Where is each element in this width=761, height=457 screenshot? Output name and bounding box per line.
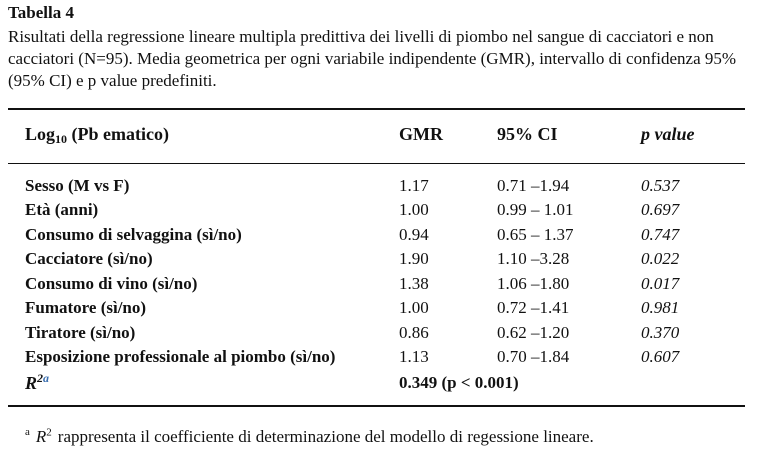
cell-gmr: 1.00 xyxy=(399,200,429,219)
table-row xyxy=(0,298,761,322)
table-footnote xyxy=(25,426,594,447)
footnote-symbol-letter: R xyxy=(35,427,47,446)
cell-ci: 0.72 –1.41 xyxy=(497,298,570,317)
top-rule xyxy=(8,108,745,110)
table-row xyxy=(0,347,761,371)
cell-ci: 0.71 –1.94 xyxy=(497,176,570,195)
footnote-text: rappresenta il coefficiente di determinazione del modello di regessione lineare. xyxy=(57,427,594,446)
r-squared-value: 0.349 (p < 0.001) xyxy=(399,373,519,392)
table-row xyxy=(0,323,761,347)
cell-p-value: 0.022 xyxy=(641,249,680,268)
cell-p-value: 0.981 xyxy=(641,298,680,317)
header-ci: 95% CI xyxy=(497,124,558,144)
cell-p-value: 0.370 xyxy=(641,323,680,342)
table-row xyxy=(0,176,761,200)
cell-gmr: 1.90 xyxy=(399,249,429,268)
cell-p-value: 0.537 xyxy=(641,176,680,195)
cell-ci: 0.99 – 1.01 xyxy=(497,200,574,219)
r-squared-exponent: 2 xyxy=(37,371,44,385)
cell-variable: Età (anni) xyxy=(25,200,99,219)
table-caption: Risultati della regressione lineare multipla predittiva dei livelli di piombo nel sangue di cacciatori e non cacciatori (N=95). Media geometrica per ogni variabile indipendente (GMR), intervallo di confidenza 95% (95% CI) e p value predefiniti. xyxy=(8,27,737,90)
header-variable-suffix: (Pb ematico) xyxy=(67,124,169,144)
bottom-rule xyxy=(8,405,745,407)
footnote-symbol-exponent: 2 xyxy=(46,426,52,439)
cell-variable: Cacciatore (sì/no) xyxy=(25,249,153,268)
table-row xyxy=(0,200,761,224)
header-variable-prefix: Log xyxy=(25,124,56,144)
cell-variable: Esposizione professionale al piombo (sì/no) xyxy=(25,347,336,366)
cell-variable: Consumo di selvaggina (sì/no) xyxy=(25,225,242,244)
footnote-marker: a xyxy=(43,371,50,385)
cell-gmr: 0.94 xyxy=(399,225,429,244)
footnote-mark: a xyxy=(25,426,30,438)
r-squared-label xyxy=(25,371,49,394)
cell-gmr: 1.13 xyxy=(399,347,429,366)
cell-ci: 0.62 –1.20 xyxy=(497,323,570,342)
cell-gmr: 1.38 xyxy=(399,274,429,293)
cell-ci: 0.65 – 1.37 xyxy=(497,225,574,244)
cell-p-value: 0.607 xyxy=(641,347,680,366)
table-row xyxy=(0,274,761,298)
cell-gmr: 0.86 xyxy=(399,323,429,342)
cell-variable: Sesso (M vs F) xyxy=(25,176,130,195)
cell-ci: 1.10 –3.28 xyxy=(497,249,570,268)
cell-p-value: 0.697 xyxy=(641,200,680,219)
table-title: Tabella 4 xyxy=(8,3,74,22)
cell-gmr: 1.17 xyxy=(399,176,429,195)
cell-variable: Consumo di vino (sì/no) xyxy=(25,274,198,293)
table-row xyxy=(0,225,761,249)
cell-gmr: 1.00 xyxy=(399,298,429,317)
footnote-symbol xyxy=(36,427,52,446)
cell-variable: Tiratore (sì/no) xyxy=(25,323,136,342)
cell-p-value: 0.747 xyxy=(641,225,680,244)
cell-ci: 0.70 –1.84 xyxy=(497,347,570,366)
header-gmr: GMR xyxy=(399,124,443,144)
header-rule xyxy=(8,163,745,164)
table-row xyxy=(0,249,761,273)
r-squared-symbol: R xyxy=(25,373,38,393)
header-p-value: p value xyxy=(641,124,695,144)
cell-p-value: 0.017 xyxy=(641,274,680,293)
cell-ci: 1.06 –1.80 xyxy=(497,274,570,293)
header-variable xyxy=(25,124,169,147)
header-variable-subscript: 10 xyxy=(55,132,68,146)
cell-variable: Fumatore (sì/no) xyxy=(25,298,147,317)
